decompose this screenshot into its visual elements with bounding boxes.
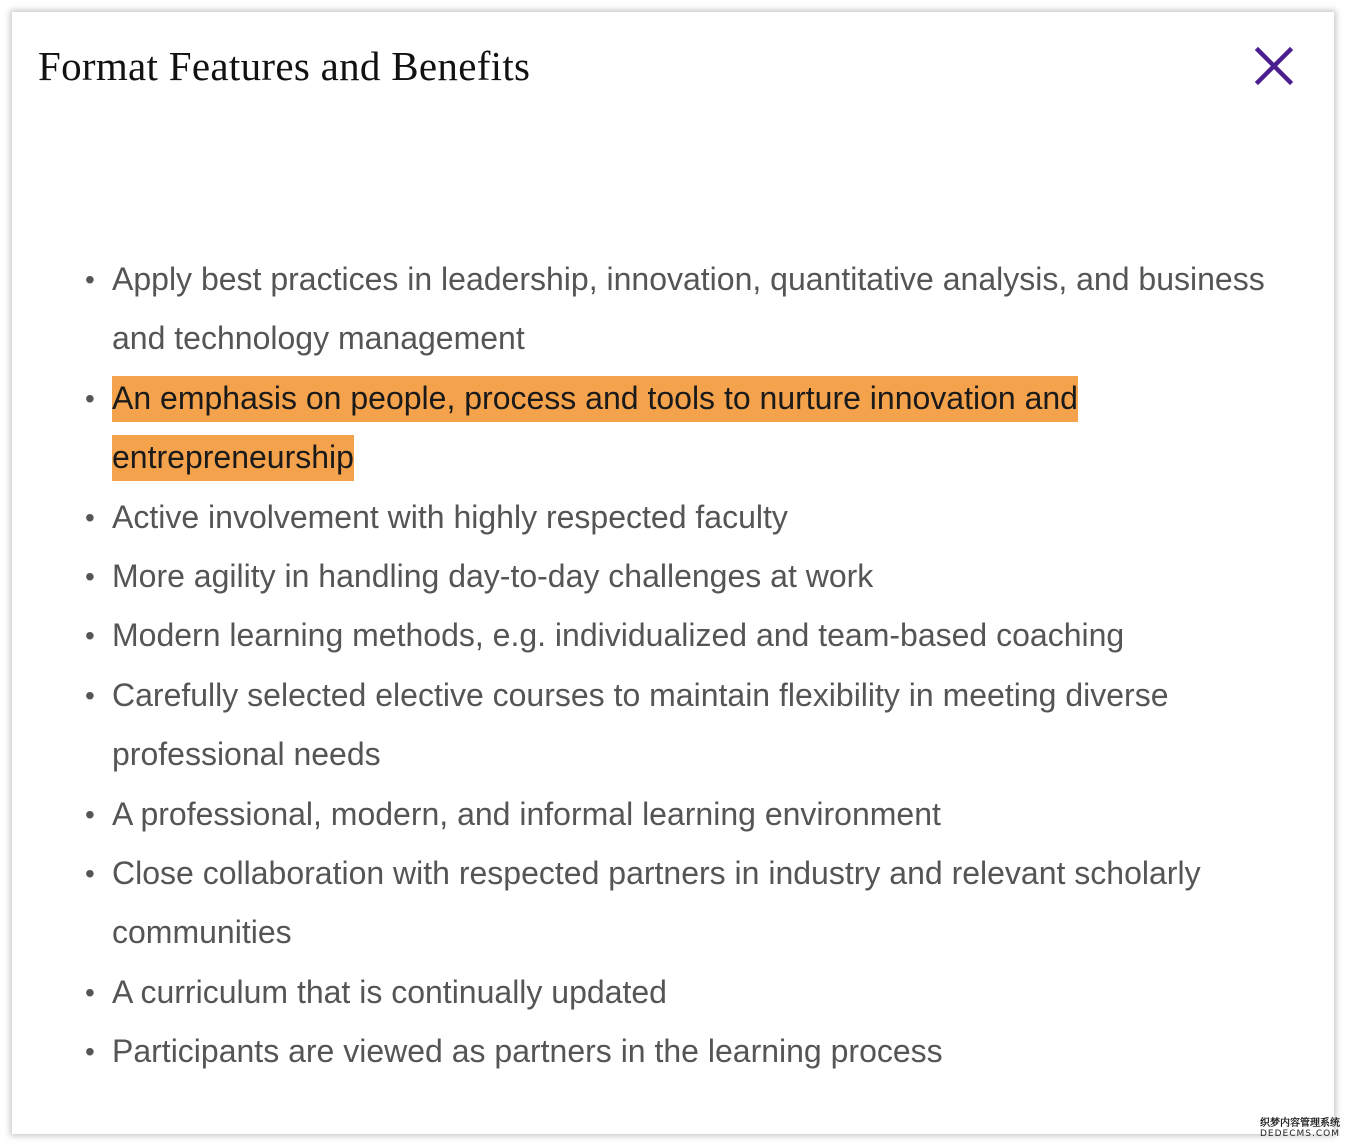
bullet-icon: • [85,501,95,533]
close-icon [1250,44,1296,90]
close-button[interactable] [1250,44,1296,90]
bullet-icon: • [85,620,95,652]
list-item [85,963,1325,1022]
feature-text: Participants are viewed as partners in the learning process [112,1033,943,1070]
feature-text: Active involvement with highly respected faculty [112,498,788,535]
bullet-icon: • [85,264,95,295]
bullet-icon: • [85,1036,95,1068]
watermark [1260,1118,1340,1140]
feature-text: Close collaboration with respected partners in industry and relevant scholarly communities [112,855,1201,951]
feature-text: Apply best practices in leadership, innovation, quantitative analysis, and business and technology management [112,261,1265,357]
bullet-icon: • [85,679,95,711]
feature-text: Modern learning methods, e.g. individualized and team-based coaching [112,617,1125,654]
bullet-icon: • [85,976,95,1008]
list-item [85,547,1325,606]
feature-text: More agility in handling day-to-day challenges at work [112,558,874,595]
feature-text: Carefully selected elective courses to maintain flexibility in meeting diverse professional needs [112,676,1169,773]
features-modal [12,12,1334,1134]
list-item [85,1022,1325,1081]
feature-text: A curriculum that is continually updated [112,973,667,1010]
bullet-icon: • [85,561,95,593]
feature-text-highlighted: An emphasis on people, process and tools to nurture innovation and entrepreneurship [112,376,1078,481]
list-item [85,666,1325,785]
modal-title: Format Features and Benefits [38,43,531,89]
watermark-line-2: DEDECMS.COM [1260,1129,1340,1139]
feature-list [85,250,1325,1082]
list-item [85,250,1325,369]
list-item [85,785,1325,844]
watermark-line-1: 织梦内容管理系统 [1260,1118,1340,1129]
list-item [85,844,1325,963]
list-item [85,488,1325,547]
bullet-icon: • [85,382,95,414]
feature-text: A professional, modern, and informal learning environment [112,795,941,832]
list-item [85,606,1325,665]
bullet-icon: • [85,858,95,890]
list-item-highlighted [85,369,1325,488]
bullet-icon: • [85,798,95,830]
